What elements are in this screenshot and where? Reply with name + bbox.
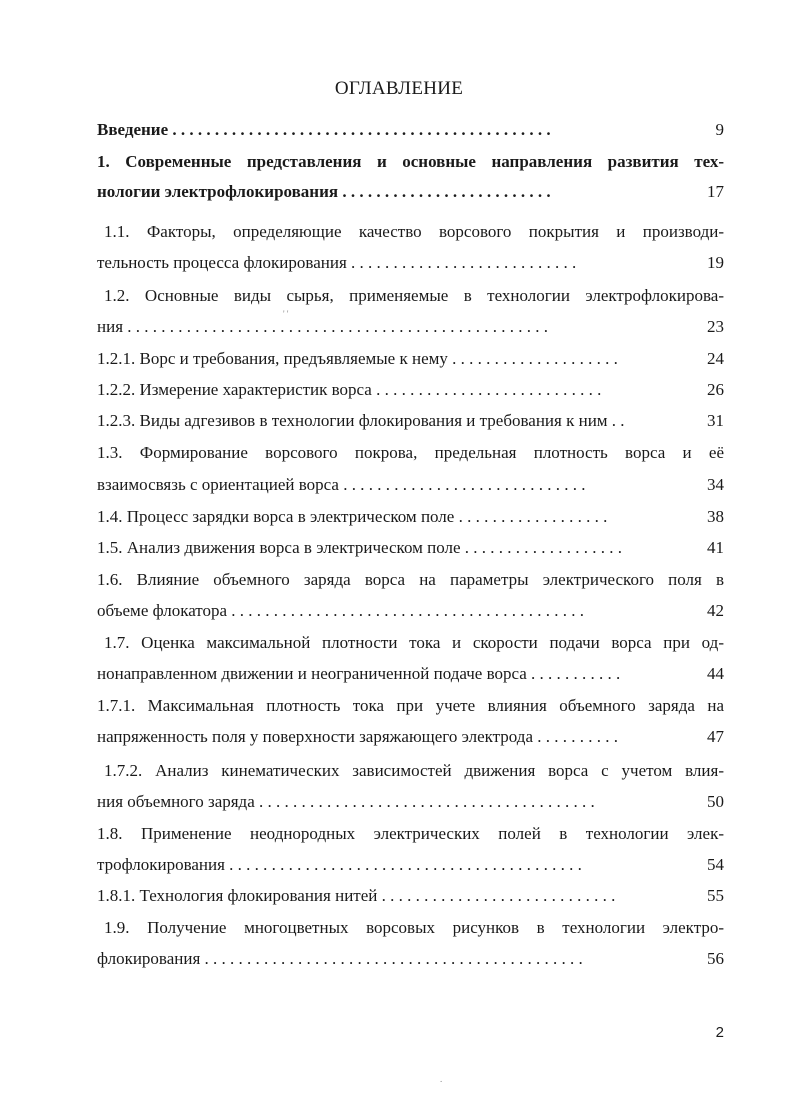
scan-smudge: . bbox=[440, 1074, 443, 1084]
toc-entry-1-3-line-2: взаимосвязь с ориентацией ворса . . . . . . . . . . . . . . . . . . . . . . . . . . . . . bbox=[97, 475, 586, 494]
toc-entry-1-9-line-1: 1.9. Получение многоцветных ворсовых рисунков в технологии электро- bbox=[104, 918, 724, 937]
toc-entry-1-7-1-line-1: 1.7.1. Максимальная плотность тока при учете влияния объемного заряда на bbox=[97, 696, 724, 715]
toc-entry-1-5: 1.5. Анализ движения ворса в электрическом поле . . . . . . . . . . . . . . . . . . . bbox=[97, 538, 623, 557]
page-title: ОГЛАВЛЕНИЕ bbox=[334, 78, 464, 99]
toc-entry-page: 17 bbox=[707, 182, 724, 201]
toc-entry-page: 19 bbox=[707, 253, 724, 272]
toc-entry-chapter-1-line-1: 1. Современные представления и основные направления развития тех- bbox=[97, 152, 724, 171]
toc-entry-page: 23 bbox=[707, 317, 724, 336]
toc-entry-1-1-line-1: 1.1. Факторы, определяющие качество ворсового покрытия и производи- bbox=[104, 222, 724, 241]
toc-entry-page: 44 bbox=[707, 664, 724, 683]
toc-entry-text: Введение . . . . . . . . . . . . . . . . . . . . . . . . . . . . . . . . . . . . . . . . . . . . . bbox=[97, 120, 551, 139]
toc-entry-1-7-line-1: 1.7. Оценка максимальной плотности тока и скорости подачи ворса при од- bbox=[104, 633, 724, 652]
toc-entry-page: 38 bbox=[707, 507, 724, 526]
toc-entry-1-3-line-1: 1.3. Формирование ворсового покрова, предельная плотность ворса и её bbox=[97, 443, 724, 462]
toc-entry-page: 56 bbox=[707, 949, 724, 968]
toc-entry-page: 42 bbox=[707, 601, 724, 620]
toc-entry-1-8-line-2: трофлокирования . . . . . . . . . . . . . . . . . . . . . . . . . . . . . . . . . . . . . . . . . . bbox=[97, 855, 582, 874]
toc-entry-page: 9 bbox=[715, 120, 724, 139]
toc-entry-page: 24 bbox=[707, 349, 724, 368]
toc-entry-page: 31 bbox=[707, 411, 724, 430]
toc-entry-page: 54 bbox=[707, 855, 724, 874]
toc-entry-1-8-line-1: 1.8. Применение неоднородных электрических полей в технологии элек- bbox=[97, 824, 724, 843]
toc-entry-page: 50 bbox=[707, 792, 724, 811]
toc-entry-1-6-line-2: объеме флокатора . . . . . . . . . . . . . . . . . . . . . . . . . . . . . . . . . . . . . . . . . . bbox=[97, 601, 585, 620]
toc-entry-1-2-3: 1.2.3. Виды адгезивов в технологии флокирования и требования к ним . . bbox=[97, 411, 625, 430]
toc-entry-1-7-1-line-2: напряженность поля у поверхности заряжающего электрода . . . . . . . . . . bbox=[97, 727, 618, 746]
toc-entry-page: 55 bbox=[707, 886, 724, 905]
toc-entry-page: 34 bbox=[707, 475, 724, 494]
toc-entry-1-2-line-2: ния . . . . . . . . . . . . . . . . . . . . . . . . . . . . . . . . . . . . . . . . . . . . . . . . . . bbox=[97, 317, 549, 336]
toc-entry-chapter-1-line-2: нологии электрофлокирования . . . . . . . . . . . . . . . . . . . . . . . . . bbox=[97, 182, 551, 201]
scan-smudge: ' ' bbox=[283, 309, 289, 319]
toc-entry-1-2-1: 1.2.1. Ворс и требования, предъявляемые к нему . . . . . . . . . . . . . . . . . . . . bbox=[97, 349, 618, 368]
page-number: 2 bbox=[715, 1024, 724, 1041]
toc-entry-1-7-line-2: нонаправленном движении и неограниченной подаче ворса . . . . . . . . . . . bbox=[97, 664, 621, 683]
toc-entry-page: 47 bbox=[707, 727, 724, 746]
toc-entry-1-8-1: 1.8.1. Технология флокирования нитей . . . . . . . . . . . . . . . . . . . . . . . . . . . . bbox=[97, 886, 616, 905]
toc-entry-1-6-line-1: 1.6. Влияние объемного заряда ворса на параметры электрического поля в bbox=[97, 570, 724, 589]
toc-entry-introduction bbox=[97, 119, 697, 141]
toc-entry-1-2-line-1: 1.2. Основные виды сырья, применяемые в технологии электрофлокирова- bbox=[104, 286, 724, 305]
toc-entry-1-2-2: 1.2.2. Измерение характеристик ворса . . . . . . . . . . . . . . . . . . . . . . . . . . . bbox=[97, 380, 602, 399]
toc-entry-1-1-line-2: тельность процесса флокирования . . . . . . . . . . . . . . . . . . . . . . . . . . . bbox=[97, 253, 577, 272]
toc-entry-1-7-2-line-2: ния объемного заряда . . . . . . . . . . . . . . . . . . . . . . . . . . . . . . . . . . . . . . . . bbox=[97, 792, 595, 811]
toc-entry-1-7-2-line-1: 1.7.2. Анализ кинематических зависимостей движения ворса с учетом влия- bbox=[104, 761, 724, 780]
toc-entry-page: 26 bbox=[707, 380, 724, 399]
toc-entry-1-9-line-2: флокирования . . . . . . . . . . . . . . . . . . . . . . . . . . . . . . . . . . . . . . . . . . . . . bbox=[97, 949, 583, 968]
toc-entry-page: 41 bbox=[707, 538, 724, 557]
toc-entry-1-4: 1.4. Процесс зарядки ворса в электрическом поле . . . . . . . . . . . . . . . . . . bbox=[97, 507, 608, 526]
